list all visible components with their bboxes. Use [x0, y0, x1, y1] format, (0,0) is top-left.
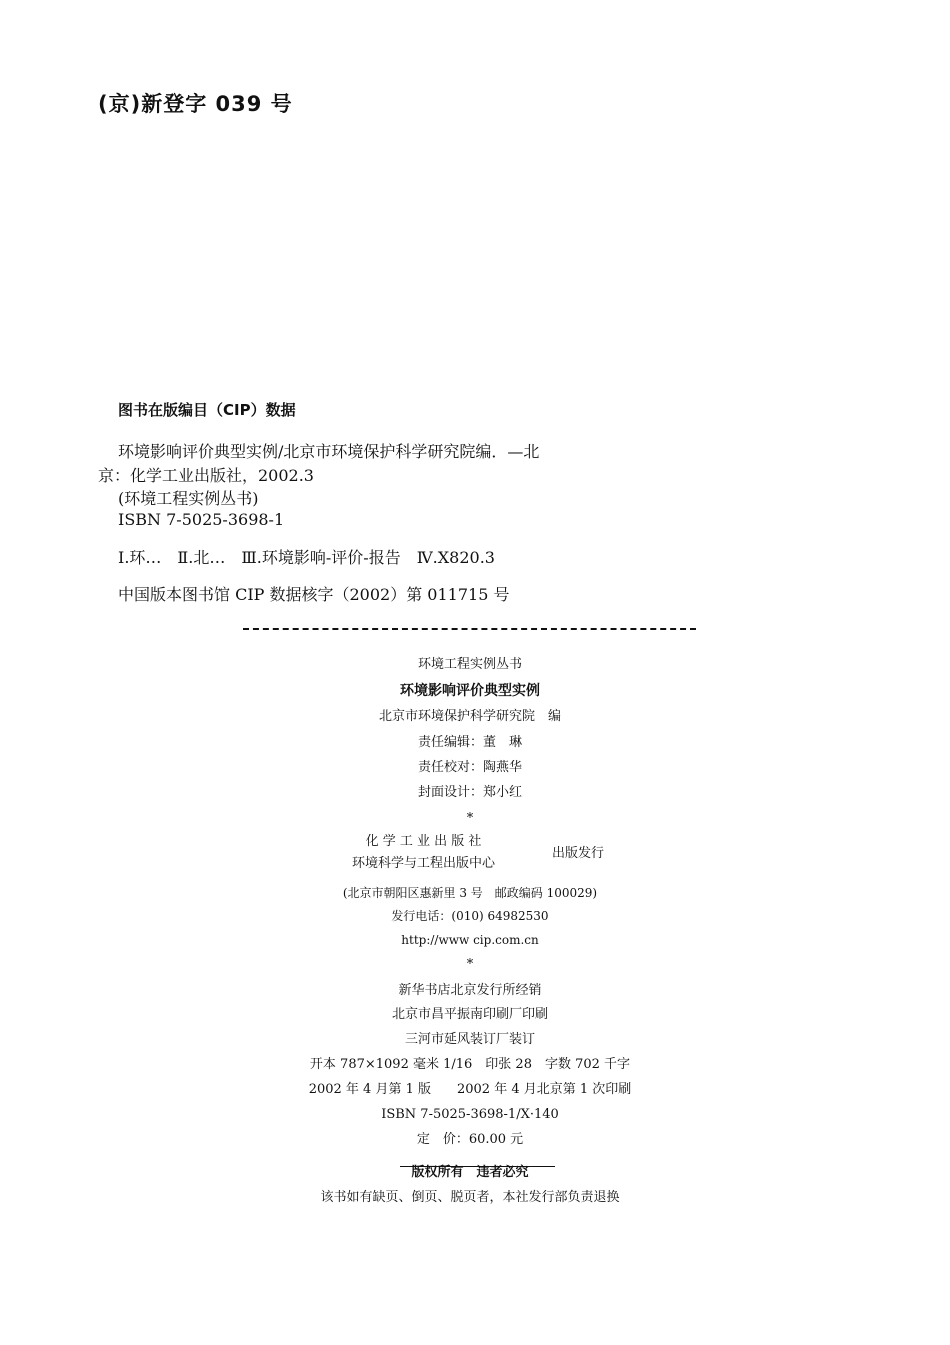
cip-series-line: (环境工程实例丛书): [118, 489, 259, 508]
publisher-address: (北京市朝阳区惠新里 3 号 邮政编码 100029): [342, 886, 598, 900]
responsible-editor: 责任编辑：董 琳: [417, 735, 522, 750]
cip-record-number: 中国版本图书馆 CIP 数据核字（2002）第 011715 号: [118, 585, 510, 604]
printer: 北京市昌平振南印刷厂印刷: [391, 1007, 548, 1022]
separator-star: *: [466, 957, 474, 972]
cip-isbn-line: ISBN 7-5025-3698-1: [118, 510, 285, 529]
publisher-website: http://www cip.com.cn: [401, 933, 539, 947]
registration-number: (京)新登字 039 号: [98, 92, 293, 116]
isbn-classification: ISBN 7-5025-3698-1/X·140: [381, 1107, 559, 1122]
binder: 三河市延风装订厂装订: [404, 1032, 535, 1047]
cover-designer: 封面设计：郑小红: [417, 785, 522, 800]
section-divider: [243, 628, 696, 630]
cip-publisher-line: 京：化学工业出版社，2002.3: [98, 466, 314, 485]
book-format: 开本 787×1092 毫米 1/16 印张 28 字数 702 千字: [309, 1057, 631, 1072]
proofreader: 责任校对：陶燕华: [417, 760, 522, 775]
distributor: 新华书店北京发行所经销: [398, 983, 542, 998]
series-name: 环境工程实例丛书: [417, 657, 522, 672]
defect-return-notice: 该书如有缺页、倒页、脱页者，本社发行部负责退换: [320, 1190, 620, 1205]
cip-heading: 图书在版编目（CIP）数据: [118, 401, 296, 419]
publish-issue-label: 出版发行: [552, 846, 605, 861]
separator-star: *: [466, 811, 474, 826]
editor-credit: 北京市环境保护科学研究院 编: [378, 709, 561, 724]
book-title: 环境影响评价典型实例: [400, 683, 540, 699]
publisher-center: 环境科学与工程出版中心: [352, 856, 496, 871]
publisher-block: [240, 835, 700, 875]
edition-info: 2002 年 4 月第 1 版 2002 年 4 月北京第 1 次印刷: [308, 1082, 632, 1097]
cip-title-line: 环境影响评价典型实例/北京市环境保护科学研究院编．—北: [118, 442, 540, 461]
publisher-name: 化 学 工 业 出 版 社: [365, 834, 482, 849]
copyright-notice: 版权所有 违者必究: [411, 1165, 529, 1180]
price: 定 价：60.00 元: [416, 1132, 524, 1147]
sales-phone: 发行电话：(010) 64982530: [391, 909, 549, 923]
cip-classification-line: Ⅰ.环… Ⅱ.北… Ⅲ.环境影响-评价-报告 Ⅳ.X820.3: [118, 548, 495, 567]
